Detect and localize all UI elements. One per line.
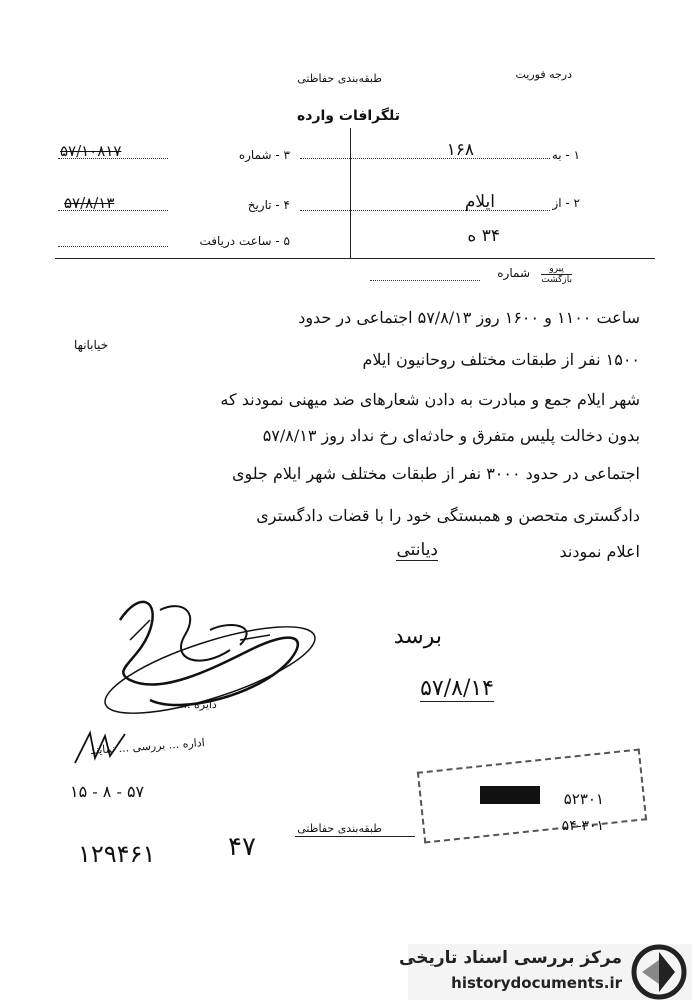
from-extra: ۳۴ ه	[467, 226, 500, 246]
followup-label2: بازگشت	[541, 275, 572, 285]
footer-number-left: ۱۲۹۴۶۱	[78, 840, 156, 868]
form-bottom-rule	[55, 258, 655, 259]
to-dotline	[300, 158, 550, 159]
footer-classification: طبقه‌بندی حفاظتی	[297, 822, 382, 835]
form-divider	[350, 128, 351, 258]
footer-rule	[295, 836, 415, 837]
from-value: ایلام	[464, 192, 495, 212]
body-annotation: خیابانها	[74, 338, 109, 352]
stamp-line2: ۵۴-۳۰۱	[561, 818, 604, 834]
body-line-6: دادگستری متحصن و همبستگی خود را با قضات دادگستری	[256, 506, 640, 525]
footer-number-mid: ۴۷	[228, 832, 256, 862]
number-value: ۵۷/۱۰۸۱۷	[60, 142, 122, 160]
followup-label: پیرو	[549, 264, 564, 274]
number-label: ۳ - شماره	[238, 148, 290, 162]
followup-dotline	[370, 280, 480, 281]
body-line-4: بدون دخالت پلیس متفرق و حادثه‌ای رخ نداد روز ۵۷/۸/۱۳	[262, 426, 640, 445]
stamp-mark	[480, 786, 540, 804]
to-value: ۱۶۸	[446, 140, 474, 160]
from-label: ۲ - از	[552, 196, 580, 210]
from-dotline	[300, 210, 550, 211]
watermark-line2: historydocuments.ir	[451, 974, 622, 992]
watermark-line1: مرکز بررسی اسناد تاریخی	[399, 948, 622, 968]
followup-box	[541, 264, 572, 285]
sender-name: دیانتی	[396, 540, 438, 560]
body-line-3: شهر ایلام جمع و مبادرت به دادن شعارهای ضد میهنی نمودند که	[220, 390, 640, 409]
body-line-1: ساعت ۱۱۰۰ و ۱۶۰۰ روز ۵۷/۸/۱۳ اجتماعی در حدود	[298, 308, 640, 327]
signature-icon	[90, 580, 330, 740]
body-line-2: ۱۵۰۰ نفر از طبقات مختلف روحانیون ایلام	[362, 350, 640, 369]
date-label: ۴ - تاریخ	[247, 198, 290, 212]
receipt-label: ۵ - ساعت دریافت	[199, 234, 290, 248]
body-line-5: اجتماعی در حدود ۳۰۰۰ نفر از طبقات مختلف شهر ایلام جلوی	[231, 464, 640, 483]
document-title: تلگرافات وارده	[297, 108, 400, 124]
followup-number: شماره	[497, 266, 530, 280]
signoff-right-date: ۵۷/۸/۱۴	[420, 676, 494, 701]
date-value: ۵۷/۸/۱۳	[64, 194, 115, 212]
stamp-line1: ۵۲۳۰۱	[563, 790, 604, 808]
signoff-left-note: دایره ...	[180, 698, 217, 711]
classification-label: طبقه‌بندی حفاظتی	[297, 72, 382, 85]
logo-icon	[630, 944, 688, 1000]
signoff-note-line: اداره ... بررسی ... نمایند	[89, 736, 206, 757]
receipt-dotline	[58, 246, 168, 247]
scribble-icon	[70, 728, 130, 768]
body-line-7: اعلام نمودند	[559, 542, 640, 561]
signoff-right-word: برسد	[393, 624, 442, 649]
signoff-left-date: ۵۷ - ۸ - ۱۵	[70, 782, 145, 801]
priority-label: درجه فوریت	[515, 68, 572, 81]
to-label: ۱ - به	[551, 148, 580, 162]
